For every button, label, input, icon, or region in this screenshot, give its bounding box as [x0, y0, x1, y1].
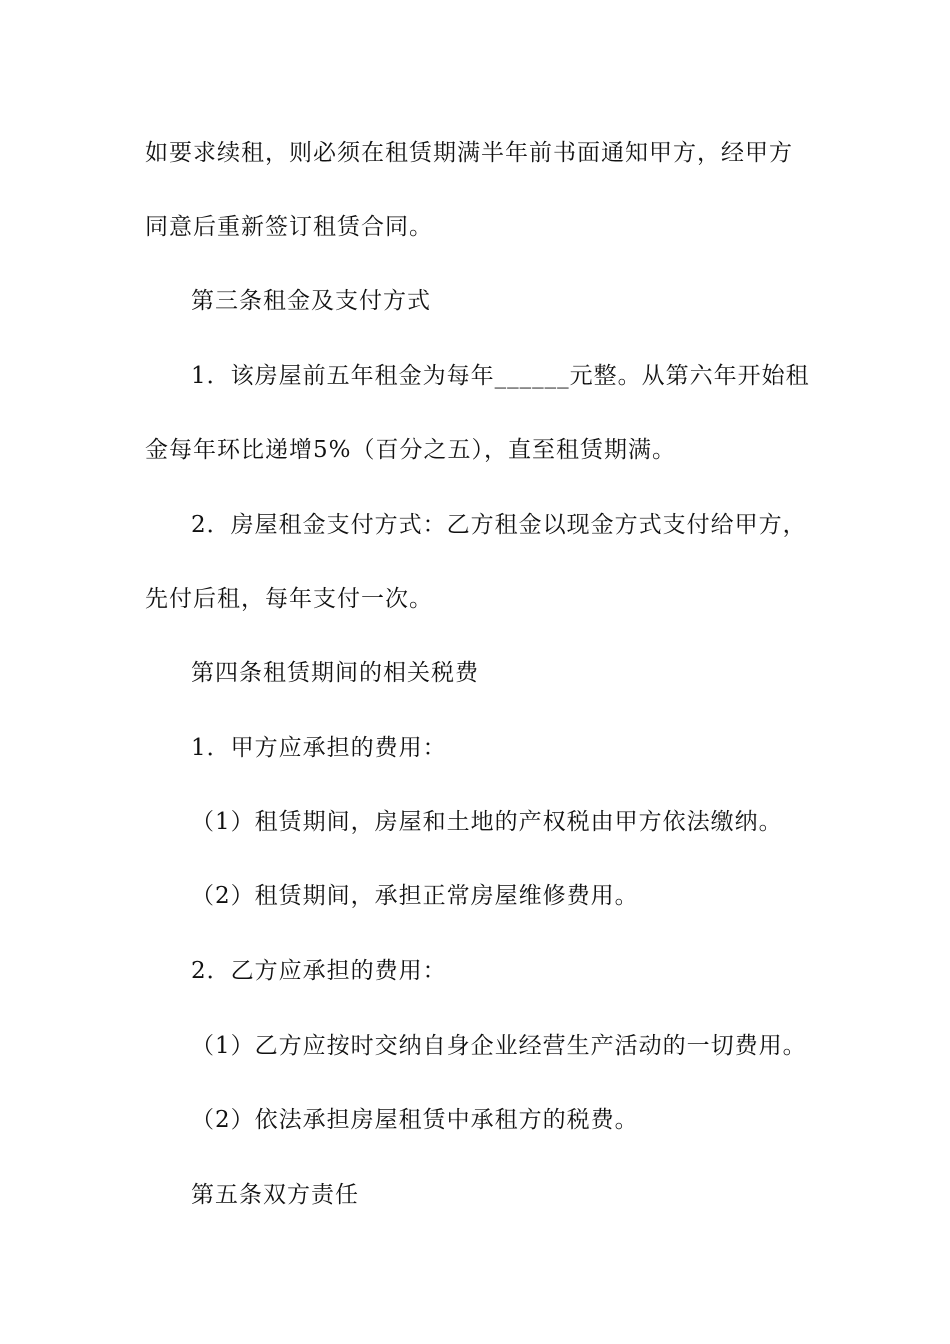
paragraph-line: （2）租赁期间，承担正常房屋维修费用。 [191, 883, 639, 909]
paragraph-line: 1．该房屋前五年租金为每年______元整。从第六年开始租 [191, 363, 810, 389]
paragraph-line: 同意后重新签订租赁合同。 [145, 214, 433, 240]
paragraph-line: 1．甲方应承担的费用： [191, 735, 447, 761]
paragraph-line: 如要求续租，则必须在租赁期满半年前书面通知甲方，经甲方 [145, 140, 793, 166]
paragraph-line: （1）乙方应按时交纳自身企业经营生产活动的一切费用。 [191, 1033, 807, 1059]
section-heading: 第四条租赁期间的相关税费 [191, 660, 479, 686]
paragraph-line: 2．乙方应承担的费用： [191, 958, 447, 984]
paragraph-line: （1）租赁期间，房屋和土地的产权税由甲方依法缴纳。 [191, 809, 783, 835]
section-heading: 第五条双方责任 [191, 1182, 359, 1208]
paragraph-line: 先付后租，每年支付一次。 [145, 586, 433, 612]
paragraph-line: （2）依法承担房屋租赁中承租方的税费。 [191, 1107, 639, 1133]
paragraph-line: 2．房屋租金支付方式：乙方租金以现金方式支付给甲方， [191, 512, 807, 538]
section-heading: 第三条租金及支付方式 [191, 288, 431, 314]
paragraph-line: 金每年环比递增5%（百分之五），直至租赁期满。 [145, 437, 676, 463]
